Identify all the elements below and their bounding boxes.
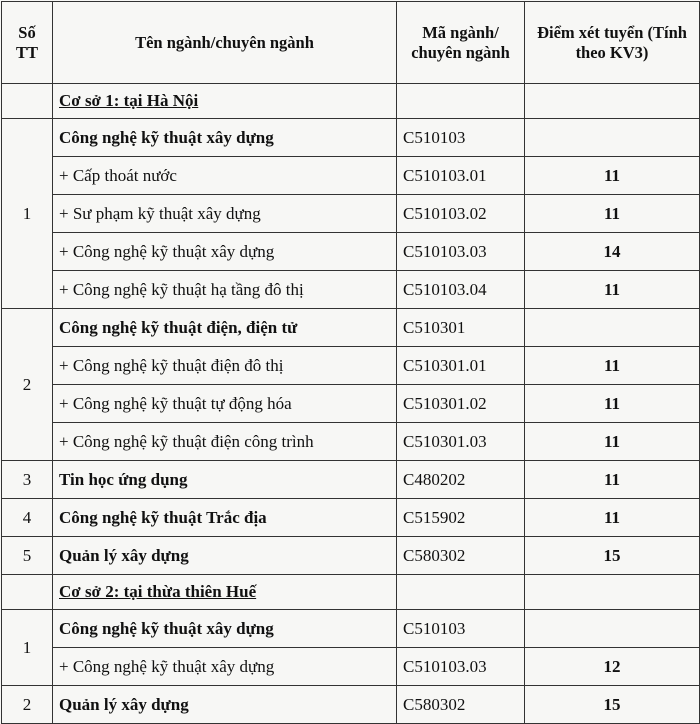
- table-cell: [2, 575, 53, 610]
- major-code: C510301.03: [397, 423, 525, 461]
- header-code: Mã ngành/ chuyên ngành: [397, 2, 525, 84]
- site1-label: Cơ sở 1: tại Hà Nội: [53, 84, 397, 119]
- table-row: [2, 461, 700, 499]
- major-code: C510103.01: [397, 157, 525, 195]
- site-row: [2, 84, 700, 119]
- stt-cell: 2: [2, 686, 53, 724]
- major-score: 11: [525, 385, 700, 423]
- table-row: [2, 309, 700, 347]
- major-score: 14: [525, 233, 700, 271]
- major-name: + Công nghệ kỹ thuật điện đô thị: [53, 347, 397, 385]
- major-score: 15: [525, 537, 700, 575]
- major-name: Công nghệ kỹ thuật xây dựng: [53, 119, 397, 157]
- stt-cell: 3: [2, 461, 53, 499]
- table-row: [2, 119, 700, 157]
- major-score: 11: [525, 461, 700, 499]
- major-name: Quản lý xây dựng: [53, 686, 397, 724]
- major-score: [525, 309, 700, 347]
- major-name: Tin học ứng dụng: [53, 461, 397, 499]
- major-name: Công nghệ kỹ thuật Trắc địa: [53, 499, 397, 537]
- stt-cell: 1: [2, 119, 53, 309]
- major-score: 12: [525, 648, 700, 686]
- admission-score-table: [1, 1, 700, 724]
- table-cell: [2, 84, 53, 119]
- header-score: Điểm xét tuyển (Tính theo KV3): [525, 2, 700, 84]
- site2-label: Cơ sở 2: tại thừa thiên Huế: [53, 575, 397, 610]
- major-score: 11: [525, 423, 700, 461]
- table-row: [2, 271, 700, 309]
- major-code: C510103.04: [397, 271, 525, 309]
- major-name: + Công nghệ kỹ thuật xây dựng: [53, 648, 397, 686]
- table-row: [2, 195, 700, 233]
- major-name: Quản lý xây dựng: [53, 537, 397, 575]
- table-row: [2, 385, 700, 423]
- major-score: 15: [525, 686, 700, 724]
- major-code: C580302: [397, 686, 525, 724]
- major-score: 11: [525, 157, 700, 195]
- major-name: Công nghệ kỹ thuật điện, điện tử: [53, 309, 397, 347]
- major-name: + Công nghệ kỹ thuật tự động hóa: [53, 385, 397, 423]
- header-name: Tên ngành/chuyên ngành: [53, 2, 397, 84]
- table-row: [2, 157, 700, 195]
- major-code: C510301.01: [397, 347, 525, 385]
- major-score: 11: [525, 271, 700, 309]
- table-row: [2, 233, 700, 271]
- major-code: C510103.03: [397, 648, 525, 686]
- major-code: C510301.02: [397, 385, 525, 423]
- table-row: [2, 610, 700, 648]
- major-name: + Sư phạm kỹ thuật xây dựng: [53, 195, 397, 233]
- major-code: C510103: [397, 119, 525, 157]
- major-score: 11: [525, 499, 700, 537]
- header-row: [2, 2, 700, 84]
- major-code: C510301: [397, 309, 525, 347]
- major-name: + Công nghệ kỹ thuật điện công trình: [53, 423, 397, 461]
- stt-cell: 2: [2, 309, 53, 461]
- major-code: C510103.03: [397, 233, 525, 271]
- stt-cell: 5: [2, 537, 53, 575]
- table-row: [2, 648, 700, 686]
- table-row: [2, 499, 700, 537]
- major-code: C480202: [397, 461, 525, 499]
- table-row: [2, 537, 700, 575]
- site-row: [2, 575, 700, 610]
- header-stt: Số TT: [2, 2, 53, 84]
- table-row: [2, 347, 700, 385]
- major-name: Công nghệ kỹ thuật xây dựng: [53, 610, 397, 648]
- table-cell: [397, 84, 525, 119]
- major-score: [525, 119, 700, 157]
- major-name: + Cấp thoát nước: [53, 157, 397, 195]
- major-code: C515902: [397, 499, 525, 537]
- major-name: + Công nghệ kỹ thuật xây dựng: [53, 233, 397, 271]
- major-code: C580302: [397, 537, 525, 575]
- stt-cell: 4: [2, 499, 53, 537]
- stt-cell: 1: [2, 610, 53, 686]
- major-score: 11: [525, 347, 700, 385]
- major-score: 11: [525, 195, 700, 233]
- table-cell: [397, 575, 525, 610]
- table-cell: [525, 84, 700, 119]
- table-row: [2, 423, 700, 461]
- major-name: + Công nghệ kỹ thuật hạ tầng đô thị: [53, 271, 397, 309]
- major-code: C510103.02: [397, 195, 525, 233]
- table-cell: [525, 575, 700, 610]
- major-code: C510103: [397, 610, 525, 648]
- major-score: [525, 610, 700, 648]
